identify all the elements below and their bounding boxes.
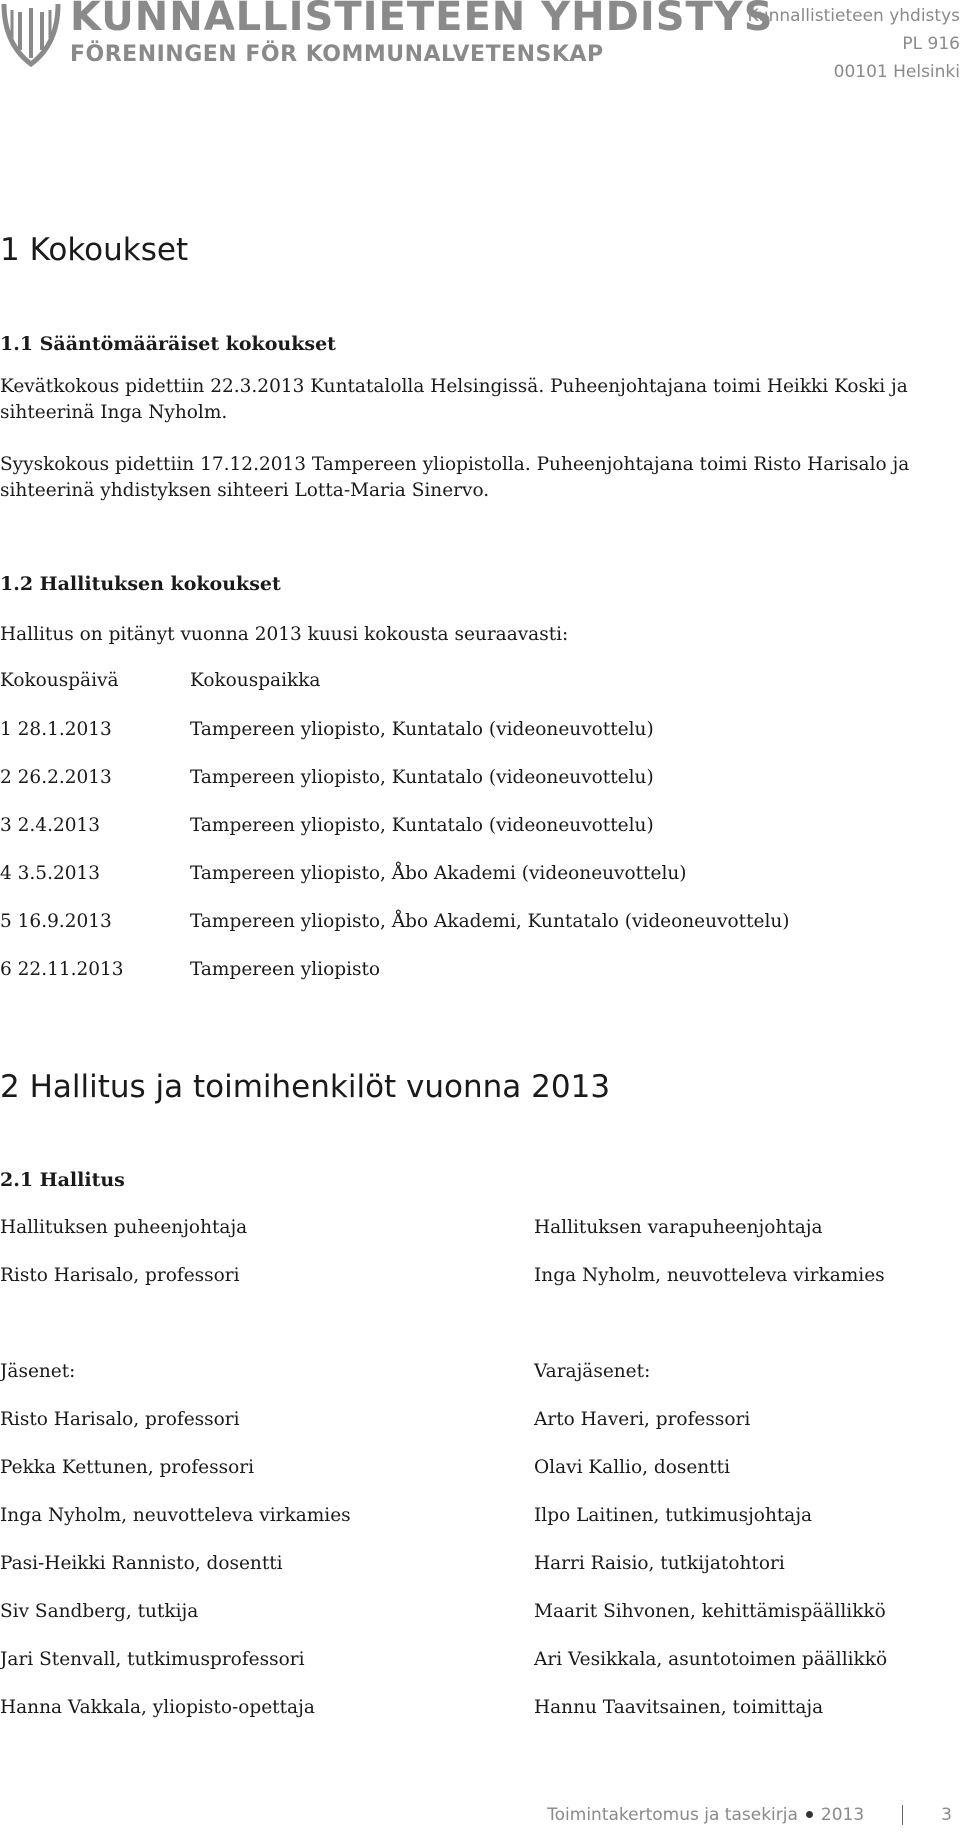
- logo-title-sv: FÖRENINGEN FÖR KOMMUNALVETENSKAP: [70, 42, 604, 67]
- column-header-date: Kokouspäivä: [0, 670, 119, 691]
- meeting-date: 5 16.9.2013: [0, 911, 112, 932]
- deputy-item: Ilpo Laitinen, tutkimusjohtaja: [534, 1505, 813, 1526]
- meeting-date: 4 3.5.2013: [0, 863, 101, 884]
- member-item: Jari Stenvall, tutkimusprofessori: [0, 1649, 305, 1670]
- meeting-place: Tampereen yliopisto, Åbo Akademi, Kuntatalo (videoneuvottelu): [190, 911, 790, 932]
- meeting-place: Tampereen yliopisto, Kuntatalo (videoneuvottelu): [190, 815, 654, 836]
- deputies-label: Varajäsenet:: [534, 1361, 651, 1382]
- page-number: 3: [941, 1805, 952, 1825]
- member-item: Inga Nyholm, neuvotteleva virkamies: [0, 1505, 351, 1526]
- member-item: Pasi-Heikki Rannisto, dosentti: [0, 1553, 283, 1574]
- address-line-city: 00101 Helsinki: [833, 62, 960, 82]
- deputy-item: Olavi Kallio, dosentti: [534, 1457, 730, 1478]
- subsection-1-1-heading: 1.1 Sääntömääräiset kokoukset: [0, 333, 336, 355]
- address-line-org: Kunnallistieteen yhdistys: [747, 6, 960, 26]
- page-footer: [547, 1805, 952, 1825]
- address-line-pobox: PL 916: [902, 34, 960, 54]
- member-item: Pekka Kettunen, professori: [0, 1457, 254, 1478]
- section-2-heading: 2 Hallitus ja toimihenkilöt vuonna 2013: [0, 1069, 611, 1105]
- chair-label: Hallituksen puheenjohtaja: [0, 1217, 248, 1238]
- address-block: [748, 2, 960, 86]
- wheat-emblem-icon: [0, 0, 62, 68]
- meeting-place: Tampereen yliopisto, Åbo Akademi (videoneuvottelu): [190, 863, 687, 884]
- footer-year: 2013: [820, 1805, 865, 1825]
- deputy-item: Hannu Taavitsainen, toimittaja: [534, 1697, 824, 1718]
- vice-chair-label: Hallituksen varapuheenjohtaja: [534, 1217, 823, 1238]
- footer-document-title: Toimintakertomus ja tasekirja: [547, 1805, 798, 1825]
- subsection-1-2-heading: 1.2 Hallituksen kokoukset: [0, 573, 281, 595]
- bullet-icon: [806, 1811, 813, 1818]
- member-item: Risto Harisalo, professori: [0, 1409, 240, 1430]
- meeting-date: 6 22.11.2013: [0, 959, 124, 980]
- meeting-date: 1 28.1.2013: [0, 719, 112, 740]
- chair-name: Risto Harisalo, professori: [0, 1265, 240, 1286]
- meeting-date: 2 26.2.2013: [0, 767, 112, 788]
- deputy-item: Ari Vesikkala, asuntotoimen päällikkö: [534, 1649, 888, 1670]
- vice-chair-name: Inga Nyholm, neuvotteleva virkamies: [534, 1265, 885, 1286]
- paragraph-line: sihteerinä yhdistyksen sihteeri Lotta-Maria Sinervo.: [0, 480, 490, 501]
- footer-divider: [902, 1805, 903, 1825]
- meeting-place: Tampereen yliopisto, Kuntatalo (videoneuvottelu): [190, 719, 654, 740]
- board-meetings-intro: Hallitus on pitänyt vuonna 2013 kuusi kokousta seuraavasti:: [0, 624, 569, 645]
- spring-meeting-paragraph: [0, 374, 908, 426]
- paragraph-line: sihteerinä Inga Nyholm.: [0, 402, 228, 423]
- paragraph-line: Kevätkokous pidettiin 22.3.2013 Kuntatalolla Helsingissä. Puheenjohtajana toimi Heikki Koski ja: [0, 376, 908, 397]
- deputy-item: Maarit Sihvonen, kehittämispäällikkö: [534, 1601, 886, 1622]
- section-1-heading: 1 Kokoukset: [0, 232, 189, 268]
- meeting-place: Tampereen yliopisto, Kuntatalo (videoneuvottelu): [190, 767, 654, 788]
- meeting-place: Tampereen yliopisto: [190, 959, 381, 980]
- deputy-item: Arto Haveri, professori: [534, 1409, 751, 1430]
- subsection-2-1-heading: 2.1 Hallitus: [0, 1169, 125, 1191]
- member-item: Hanna Vakkala, yliopisto-opettaja: [0, 1697, 315, 1718]
- member-item: Siv Sandberg, tutkija: [0, 1601, 199, 1622]
- meeting-date: 3 2.4.2013: [0, 815, 101, 836]
- column-header-place: Kokouspaikka: [190, 670, 321, 691]
- logo-title-fi: KUNNALLISTIETEEN YHDISTYS: [70, 0, 774, 40]
- organization-logo: [0, 0, 774, 72]
- autumn-meeting-paragraph: [0, 452, 909, 504]
- deputy-item: Harri Raisio, tutkijatohtori: [534, 1553, 785, 1574]
- paragraph-line: Syyskokous pidettiin 17.12.2013 Tampereen yliopistolla. Puheenjohtajana toimi Risto Harisalo ja: [0, 454, 910, 475]
- members-label: Jäsenet:: [0, 1361, 76, 1382]
